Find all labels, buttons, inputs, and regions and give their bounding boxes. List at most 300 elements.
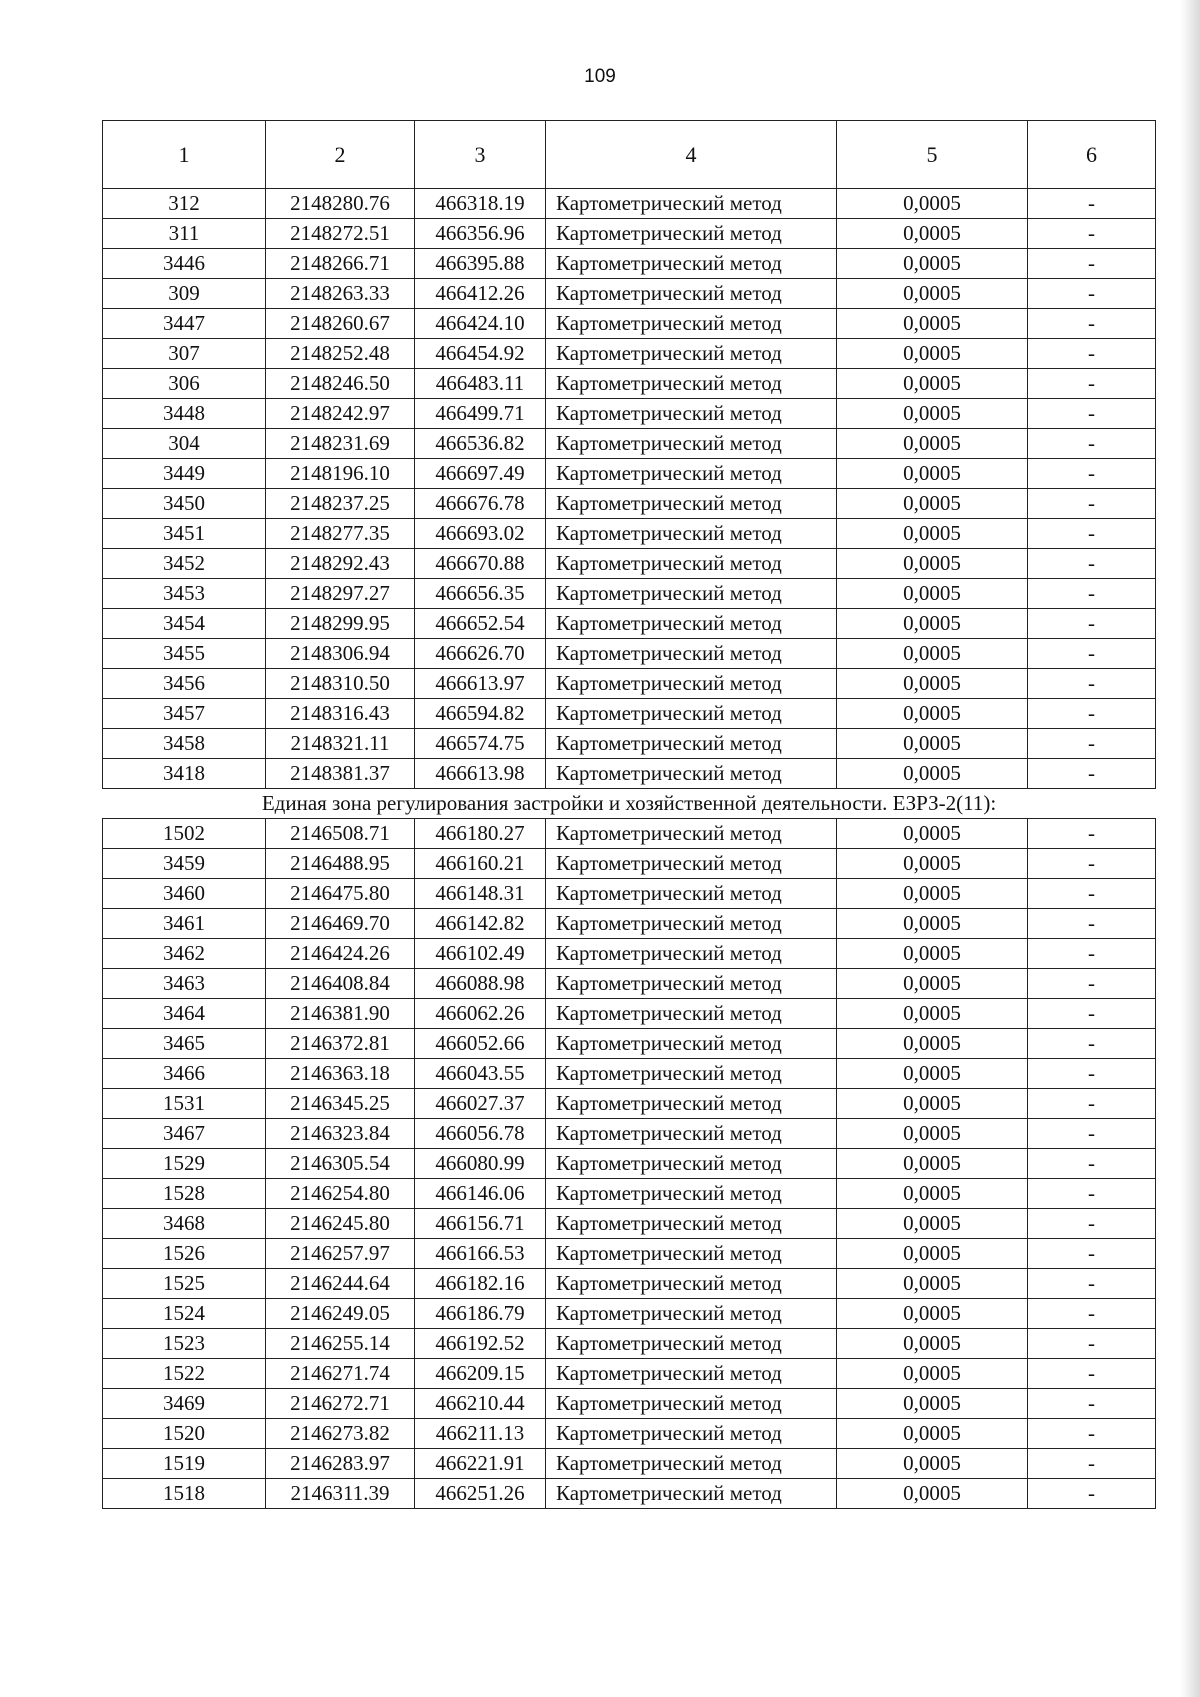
method-cell: Картометрический метод [546,1239,837,1269]
y-coordinate-cell: 466210.44 [415,1389,546,1419]
x-coordinate-cell: 2148316.43 [266,699,415,729]
table-row [103,1419,1156,1449]
y-coordinate-cell: 466613.97 [415,669,546,699]
method-cell: Картометрический метод [546,609,837,639]
section-heading-row [103,789,1156,819]
x-coordinate-cell: 2146372.81 [266,1029,415,1059]
y-coordinate-cell: 466412.26 [415,279,546,309]
x-coordinate-cell: 2146272.71 [266,1389,415,1419]
note-cell: - [1028,1389,1156,1419]
method-cell: Картометрический метод [546,1479,837,1509]
y-coordinate-cell: 466088.98 [415,969,546,999]
y-coordinate-cell: 466180.27 [415,819,546,849]
table-row [103,759,1156,789]
method-cell: Картометрический метод [546,1359,837,1389]
x-coordinate-cell: 2146408.84 [266,969,415,999]
accuracy-cell: 0,0005 [837,729,1028,759]
point-number-cell: 3456 [103,669,266,699]
note-cell: - [1028,249,1156,279]
method-cell: Картометрический метод [546,1179,837,1209]
y-coordinate-cell: 466670.88 [415,549,546,579]
accuracy-cell: 0,0005 [837,1179,1028,1209]
note-cell: - [1028,879,1156,909]
method-cell: Картометрический метод [546,1329,837,1359]
table-row [103,549,1156,579]
y-coordinate-cell: 466052.66 [415,1029,546,1059]
point-number-cell: 1520 [103,1419,266,1449]
accuracy-cell: 0,0005 [837,1479,1028,1509]
accuracy-cell: 0,0005 [837,1359,1028,1389]
accuracy-cell: 0,0005 [837,1059,1028,1089]
y-coordinate-cell: 466613.98 [415,759,546,789]
x-coordinate-cell: 2146345.25 [266,1089,415,1119]
note-cell: - [1028,1419,1156,1449]
column-header-6: 6 [1028,121,1156,189]
table-row [103,429,1156,459]
coordinates-table [102,120,1156,1509]
accuracy-cell: 0,0005 [837,189,1028,219]
note-cell: - [1028,519,1156,549]
method-cell: Картометрический метод [546,969,837,999]
accuracy-cell: 0,0005 [837,909,1028,939]
x-coordinate-cell: 2146257.97 [266,1239,415,1269]
note-cell: - [1028,1089,1156,1119]
table-row [103,459,1156,489]
table-row [103,1359,1156,1389]
accuracy-cell: 0,0005 [837,1089,1028,1119]
x-coordinate-cell: 2148280.76 [266,189,415,219]
point-number-cell: 3467 [103,1119,266,1149]
accuracy-cell: 0,0005 [837,1329,1028,1359]
table-row [103,1119,1156,1149]
table-row [103,609,1156,639]
accuracy-cell: 0,0005 [837,399,1028,429]
y-coordinate-cell: 466356.96 [415,219,546,249]
note-cell: - [1028,1209,1156,1239]
column-header-4: 4 [546,121,837,189]
table-header-row [103,121,1156,189]
method-cell: Картометрический метод [546,1389,837,1419]
x-coordinate-cell: 2146475.80 [266,879,415,909]
table-row [103,669,1156,699]
table-row [103,369,1156,399]
y-coordinate-cell: 466424.10 [415,309,546,339]
column-header-3: 3 [415,121,546,189]
point-number-cell: 1526 [103,1239,266,1269]
table-row [103,1239,1156,1269]
accuracy-cell: 0,0005 [837,1119,1028,1149]
note-cell: - [1028,1179,1156,1209]
y-coordinate-cell: 466221.91 [415,1449,546,1479]
x-coordinate-cell: 2148237.25 [266,489,415,519]
x-coordinate-cell: 2146311.39 [266,1479,415,1509]
note-cell: - [1028,639,1156,669]
table-body-section-2 [103,819,1156,1509]
table-row [103,189,1156,219]
accuracy-cell: 0,0005 [837,279,1028,309]
note-cell: - [1028,1149,1156,1179]
y-coordinate-cell: 466626.70 [415,639,546,669]
accuracy-cell: 0,0005 [837,1419,1028,1449]
note-cell: - [1028,279,1156,309]
note-cell: - [1028,759,1156,789]
column-header-5: 5 [837,121,1028,189]
point-number-cell: 3446 [103,249,266,279]
point-number-cell: 3450 [103,489,266,519]
y-coordinate-cell: 466160.21 [415,849,546,879]
table-row [103,249,1156,279]
accuracy-cell: 0,0005 [837,969,1028,999]
accuracy-cell: 0,0005 [837,249,1028,279]
point-number-cell: 312 [103,189,266,219]
accuracy-cell: 0,0005 [837,1269,1028,1299]
x-coordinate-cell: 2146469.70 [266,909,415,939]
method-cell: Картометрический метод [546,759,837,789]
point-number-cell: 1525 [103,1269,266,1299]
x-coordinate-cell: 2146381.90 [266,999,415,1029]
accuracy-cell: 0,0005 [837,639,1028,669]
accuracy-cell: 0,0005 [837,459,1028,489]
table-row [103,339,1156,369]
y-coordinate-cell: 466574.75 [415,729,546,759]
point-number-cell: 3453 [103,579,266,609]
accuracy-cell: 0,0005 [837,1299,1028,1329]
x-coordinate-cell: 2148297.27 [266,579,415,609]
point-number-cell: 306 [103,369,266,399]
table-row [103,1299,1156,1329]
point-number-cell: 3466 [103,1059,266,1089]
accuracy-cell: 0,0005 [837,429,1028,459]
note-cell: - [1028,189,1156,219]
note-cell: - [1028,399,1156,429]
note-cell: - [1028,339,1156,369]
x-coordinate-cell: 2146424.26 [266,939,415,969]
y-coordinate-cell: 466318.19 [415,189,546,219]
method-cell: Картометрический метод [546,639,837,669]
point-number-cell: 3464 [103,999,266,1029]
x-coordinate-cell: 2148272.51 [266,219,415,249]
point-number-cell: 1528 [103,1179,266,1209]
point-number-cell: 3462 [103,939,266,969]
y-coordinate-cell: 466652.54 [415,609,546,639]
note-cell: - [1028,1239,1156,1269]
accuracy-cell: 0,0005 [837,939,1028,969]
note-cell: - [1028,699,1156,729]
method-cell: Картометрический метод [546,399,837,429]
accuracy-cell: 0,0005 [837,339,1028,369]
accuracy-cell: 0,0005 [837,1149,1028,1179]
section-title: Единая зона регулирования застройки и хозяйственной деятельности. ЕЗРЗ-2(11): [103,789,1156,819]
y-coordinate-cell: 466156.71 [415,1209,546,1239]
accuracy-cell: 0,0005 [837,519,1028,549]
table-row [103,729,1156,759]
y-coordinate-cell: 466483.11 [415,369,546,399]
table-row [103,1179,1156,1209]
page-number: 109 [584,66,616,87]
y-coordinate-cell: 466454.92 [415,339,546,369]
method-cell: Картометрический метод [546,1269,837,1299]
x-coordinate-cell: 2146488.95 [266,849,415,879]
method-cell: Картометрический метод [546,1299,837,1329]
method-cell: Картометрический метод [546,1119,837,1149]
x-coordinate-cell: 2146271.74 [266,1359,415,1389]
note-cell: - [1028,849,1156,879]
table-row [103,939,1156,969]
table-row [103,819,1156,849]
note-cell: - [1028,429,1156,459]
note-cell: - [1028,1269,1156,1299]
point-number-cell: 311 [103,219,266,249]
point-number-cell: 1522 [103,1359,266,1389]
table-row [103,1059,1156,1089]
x-coordinate-cell: 2146305.54 [266,1149,415,1179]
point-number-cell: 3455 [103,639,266,669]
accuracy-cell: 0,0005 [837,1389,1028,1419]
y-coordinate-cell: 466062.26 [415,999,546,1029]
table-row [103,279,1156,309]
point-number-cell: 3452 [103,549,266,579]
table-row [103,1449,1156,1479]
x-coordinate-cell: 2146254.80 [266,1179,415,1209]
table-row [103,849,1156,879]
point-number-cell: 1502 [103,819,266,849]
x-coordinate-cell: 2146245.80 [266,1209,415,1239]
y-coordinate-cell: 466594.82 [415,699,546,729]
method-cell: Картометрический метод [546,459,837,489]
point-number-cell: 307 [103,339,266,369]
x-coordinate-cell: 2148246.50 [266,369,415,399]
method-cell: Картометрический метод [546,999,837,1029]
note-cell: - [1028,819,1156,849]
method-cell: Картометрический метод [546,219,837,249]
table-body-section-1 [103,189,1156,789]
table-row [103,309,1156,339]
table-row [103,879,1156,909]
note-cell: - [1028,1359,1156,1389]
point-number-cell: 1518 [103,1479,266,1509]
accuracy-cell: 0,0005 [837,309,1028,339]
table-row [103,1479,1156,1509]
accuracy-cell: 0,0005 [837,369,1028,399]
method-cell: Картометрический метод [546,369,837,399]
x-coordinate-cell: 2148277.35 [266,519,415,549]
note-cell: - [1028,1119,1156,1149]
method-cell: Картометрический метод [546,939,837,969]
x-coordinate-cell: 2148321.11 [266,729,415,759]
note-cell: - [1028,369,1156,399]
method-cell: Картометрический метод [546,309,837,339]
x-coordinate-cell: 2148292.43 [266,549,415,579]
point-number-cell: 3447 [103,309,266,339]
point-number-cell: 1531 [103,1089,266,1119]
point-number-cell: 3465 [103,1029,266,1059]
point-number-cell: 1524 [103,1299,266,1329]
method-cell: Картометрический метод [546,579,837,609]
table-row [103,219,1156,249]
y-coordinate-cell: 466209.15 [415,1359,546,1389]
accuracy-cell: 0,0005 [837,1239,1028,1269]
method-cell: Картометрический метод [546,729,837,759]
x-coordinate-cell: 2146508.71 [266,819,415,849]
note-cell: - [1028,309,1156,339]
x-coordinate-cell: 2148196.10 [266,459,415,489]
note-cell: - [1028,729,1156,759]
y-coordinate-cell: 466251.26 [415,1479,546,1509]
table-row [103,519,1156,549]
x-coordinate-cell: 2146244.64 [266,1269,415,1299]
accuracy-cell: 0,0005 [837,579,1028,609]
x-coordinate-cell: 2146363.18 [266,1059,415,1089]
accuracy-cell: 0,0005 [837,1029,1028,1059]
point-number-cell: 3463 [103,969,266,999]
point-number-cell: 3460 [103,879,266,909]
note-cell: - [1028,969,1156,999]
point-number-cell: 3449 [103,459,266,489]
y-coordinate-cell: 466499.71 [415,399,546,429]
y-coordinate-cell: 466395.88 [415,249,546,279]
scan-edge [1180,0,1200,1697]
method-cell: Картометрический метод [546,1089,837,1119]
x-coordinate-cell: 2146283.97 [266,1449,415,1479]
point-number-cell: 304 [103,429,266,459]
table-row [103,1149,1156,1179]
y-coordinate-cell: 466166.53 [415,1239,546,1269]
accuracy-cell: 0,0005 [837,849,1028,879]
point-number-cell: 3451 [103,519,266,549]
note-cell: - [1028,219,1156,249]
point-number-cell: 3457 [103,699,266,729]
x-coordinate-cell: 2148299.95 [266,609,415,639]
note-cell: - [1028,909,1156,939]
point-number-cell: 1529 [103,1149,266,1179]
method-cell: Картометрический метод [546,1059,837,1089]
point-number-cell: 3459 [103,849,266,879]
note-cell: - [1028,549,1156,579]
point-number-cell: 3461 [103,909,266,939]
method-cell: Картометрический метод [546,249,837,279]
x-coordinate-cell: 2148260.67 [266,309,415,339]
x-coordinate-cell: 2148306.94 [266,639,415,669]
y-coordinate-cell: 466536.82 [415,429,546,459]
table-row [103,909,1156,939]
accuracy-cell: 0,0005 [837,699,1028,729]
y-coordinate-cell: 466080.99 [415,1149,546,1179]
y-coordinate-cell: 466676.78 [415,489,546,519]
x-coordinate-cell: 2146249.05 [266,1299,415,1329]
method-cell: Картометрический метод [546,429,837,459]
accuracy-cell: 0,0005 [837,489,1028,519]
y-coordinate-cell: 466056.78 [415,1119,546,1149]
point-number-cell: 1519 [103,1449,266,1479]
x-coordinate-cell: 2148263.33 [266,279,415,309]
table-row [103,1269,1156,1299]
method-cell: Картометрический метод [546,849,837,879]
method-cell: Картометрический метод [546,279,837,309]
y-coordinate-cell: 466027.37 [415,1089,546,1119]
method-cell: Картометрический метод [546,819,837,849]
method-cell: Картометрический метод [546,1029,837,1059]
method-cell: Картометрический метод [546,1149,837,1179]
method-cell: Картометрический метод [546,339,837,369]
note-cell: - [1028,1059,1156,1089]
y-coordinate-cell: 466192.52 [415,1329,546,1359]
x-coordinate-cell: 2148231.69 [266,429,415,459]
table-row [103,1389,1156,1419]
note-cell: - [1028,459,1156,489]
accuracy-cell: 0,0005 [837,219,1028,249]
note-cell: - [1028,1449,1156,1479]
accuracy-cell: 0,0005 [837,609,1028,639]
accuracy-cell: 0,0005 [837,819,1028,849]
note-cell: - [1028,939,1156,969]
y-coordinate-cell: 466148.31 [415,879,546,909]
table-row [103,1029,1156,1059]
y-coordinate-cell: 466142.82 [415,909,546,939]
section-heading-group [103,789,1156,819]
method-cell: Картометрический метод [546,549,837,579]
note-cell: - [1028,669,1156,699]
method-cell: Картометрический метод [546,1419,837,1449]
column-header-2: 2 [266,121,415,189]
x-coordinate-cell: 2146323.84 [266,1119,415,1149]
table-row [103,699,1156,729]
point-number-cell: 309 [103,279,266,309]
note-cell: - [1028,609,1156,639]
method-cell: Картометрический метод [546,669,837,699]
note-cell: - [1028,1479,1156,1509]
table-row [103,1089,1156,1119]
x-coordinate-cell: 2148381.37 [266,759,415,789]
point-number-cell: 3448 [103,399,266,429]
point-number-cell: 3469 [103,1389,266,1419]
note-cell: - [1028,1029,1156,1059]
x-coordinate-cell: 2148266.71 [266,249,415,279]
x-coordinate-cell: 2146255.14 [266,1329,415,1359]
y-coordinate-cell: 466211.13 [415,1419,546,1449]
note-cell: - [1028,999,1156,1029]
y-coordinate-cell: 466182.16 [415,1269,546,1299]
column-header-1: 1 [103,121,266,189]
accuracy-cell: 0,0005 [837,669,1028,699]
y-coordinate-cell: 466146.06 [415,1179,546,1209]
accuracy-cell: 0,0005 [837,879,1028,909]
method-cell: Картометрический метод [546,519,837,549]
point-number-cell: 1523 [103,1329,266,1359]
method-cell: Картометрический метод [546,189,837,219]
accuracy-cell: 0,0005 [837,1209,1028,1239]
note-cell: - [1028,1299,1156,1329]
accuracy-cell: 0,0005 [837,759,1028,789]
table-row [103,489,1156,519]
method-cell: Картометрический метод [546,909,837,939]
table-row [103,999,1156,1029]
y-coordinate-cell: 466186.79 [415,1299,546,1329]
x-coordinate-cell: 2148242.97 [266,399,415,429]
x-coordinate-cell: 2148310.50 [266,669,415,699]
note-cell: - [1028,579,1156,609]
y-coordinate-cell: 466043.55 [415,1059,546,1089]
table-row [103,399,1156,429]
table-row [103,1329,1156,1359]
point-number-cell: 3418 [103,759,266,789]
note-cell: - [1028,489,1156,519]
y-coordinate-cell: 466693.02 [415,519,546,549]
table-row [103,1209,1156,1239]
y-coordinate-cell: 466697.49 [415,459,546,489]
method-cell: Картометрический метод [546,879,837,909]
point-number-cell: 3468 [103,1209,266,1239]
x-coordinate-cell: 2148252.48 [266,339,415,369]
